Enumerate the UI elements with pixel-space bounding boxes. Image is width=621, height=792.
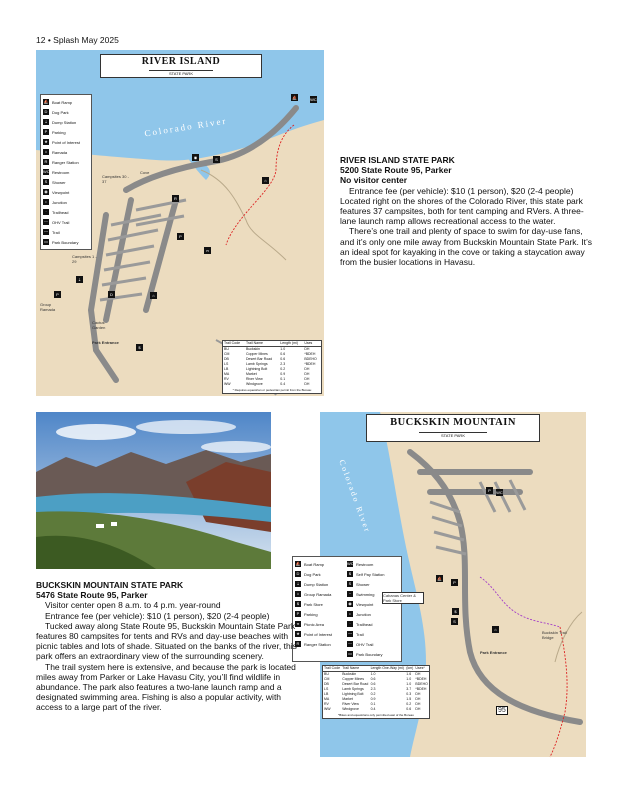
table-cell: 0.9	[280, 372, 286, 376]
legend-label: Trail	[52, 229, 60, 235]
legend-label: Parking	[304, 611, 318, 617]
map1-parking-marker-2: P	[54, 291, 61, 298]
river-island-map	[36, 50, 324, 396]
map1-ramada-marker-2: ⌂	[150, 292, 157, 299]
map1-campsites-1-29: Campsites 1 - 29	[72, 254, 97, 264]
article1-visitor-center: No visitor center	[340, 175, 408, 186]
legend-label: Park Store	[304, 601, 323, 607]
map1-dump-marker: ⇣	[77, 277, 82, 282]
table-cell: MA	[224, 372, 230, 376]
legend-item	[347, 639, 399, 649]
table-cell: 0.6	[370, 682, 376, 686]
map1-river-label: Colorado River	[143, 115, 229, 139]
map2-subtitle: STATE PARK	[419, 432, 488, 438]
table-cell: DH	[304, 347, 310, 351]
table-cell: CM	[224, 352, 230, 356]
dog-park-icon: D	[44, 109, 48, 114]
table-cell: 0.6	[406, 707, 412, 711]
legend-label: Boat Ramp	[304, 561, 325, 567]
table-cell: 0.6	[280, 352, 286, 356]
legend-label: Boat Ramp	[52, 99, 73, 105]
table-cell: DH	[304, 377, 310, 381]
article1-para1: Entrance fee (per vehicle): $10 (1 person), $20 (2-4 people) Located right on the shores of the Colorado River, this state park features 37 campsites, both for tent camping and RVers. A three-lane launch ramp allows recreational access to the water.	[340, 185, 584, 227]
map2-boat-ramp-marker: ⛵	[437, 576, 442, 581]
dog-park-icon: D	[296, 571, 300, 576]
legend-label: Self Pay Station	[356, 571, 385, 577]
table-cell: Desert Bar Road	[342, 682, 369, 686]
table-cell: DB	[224, 357, 229, 361]
park-boundary-icon: ▭	[348, 651, 352, 656]
map1-legend	[40, 94, 92, 250]
table-cell: 0.9	[370, 697, 376, 701]
trail-icon: ⁓	[44, 229, 48, 234]
legend-label: Park Boundary	[356, 651, 383, 657]
map1-ramada-marker: ⌂	[262, 177, 269, 184]
table-cell: BU	[224, 347, 229, 351]
legend-item	[295, 559, 347, 569]
table-cell: BDEHO	[415, 682, 428, 686]
map1-restroom-marker: WC	[310, 97, 317, 102]
legend-label: Dog Park	[304, 571, 321, 577]
table-cell: Desert Bar Road	[246, 357, 273, 361]
table-header-cell: Trail Code	[223, 341, 245, 347]
table-cell: Lightning Bolt	[342, 692, 364, 696]
legend-label: Shower	[52, 179, 66, 185]
ranger-station-icon: R	[296, 641, 300, 646]
legend-label: Shower	[356, 581, 370, 587]
legend-item	[43, 97, 89, 107]
table-cell: 0.4	[370, 707, 376, 711]
legend-label: Swimming	[356, 591, 375, 597]
map2-shower-marker: S	[451, 618, 458, 625]
table-cell: Windgrove	[342, 707, 359, 711]
parking-icon: P	[44, 129, 48, 134]
table-cell: DH	[415, 692, 421, 696]
table-cell: LB	[324, 692, 329, 696]
table-cell: Lamb Springs	[246, 362, 268, 366]
table-cell: Copper Mines	[246, 352, 268, 356]
article2-address: 5476 State Route 95, Parker	[36, 590, 148, 601]
map2-parking-marker: P	[486, 487, 493, 494]
map1-campsites-30-37: Campsites 30 - 37	[102, 174, 129, 184]
legend-item	[43, 137, 89, 147]
table-cell: 1.6	[406, 672, 412, 676]
legend-label: Junction	[356, 611, 371, 617]
trail-icon: ⁓	[348, 631, 352, 636]
table-cell: 0.2	[280, 367, 286, 371]
legend-item	[43, 107, 89, 117]
legend-label: Trailhead	[356, 621, 373, 627]
legend-item	[43, 217, 89, 227]
table-cell: River View	[342, 702, 359, 706]
table-cell: RV	[224, 377, 229, 381]
legend-label: Ranger Station	[52, 159, 79, 165]
table-cell: 3.7	[406, 687, 412, 691]
legend-label: Ramada	[52, 149, 68, 155]
article1-address: 5200 State Route 95, Parker	[340, 165, 452, 176]
map1-subtitle: STATE PARK	[149, 70, 213, 76]
legend-item	[43, 227, 89, 237]
legend-label: Group Ramada	[304, 591, 332, 597]
legend-label: Junction	[52, 199, 67, 205]
table-cell: 0.3	[406, 692, 412, 696]
legend-label: Trail	[356, 631, 364, 637]
ohv-trail-icon: 〰	[348, 641, 352, 646]
legend-item	[347, 649, 399, 659]
table-cell: River View	[246, 377, 263, 381]
legend-label: Dog Park	[52, 109, 69, 115]
map1-shower-marker: S	[213, 156, 220, 163]
table-cell: Market	[342, 697, 353, 701]
viewpoint-icon: ◉	[44, 189, 48, 194]
table-cell: BU	[324, 672, 329, 676]
article2-hours: Visitor center open 8 a.m. to 4 p.m. year-round	[45, 600, 221, 611]
table-cell: 1.0	[406, 682, 412, 686]
legend-label: Trailhead	[52, 209, 69, 215]
table-header-cell: Length One-Way (mi)	[370, 666, 404, 670]
table-cell: WW	[324, 707, 331, 711]
shower-icon: S	[348, 581, 352, 586]
dump-station-icon: ⇣	[296, 581, 300, 586]
table-cell: 0.1	[370, 702, 376, 706]
map1-parking-marker: P	[177, 233, 184, 240]
table-cell: DH	[304, 367, 310, 371]
legend-label: Ranger Station	[304, 641, 331, 647]
map1-cove: Cove	[140, 170, 150, 175]
junction-icon: •	[347, 611, 353, 617]
buckskin-article	[36, 580, 304, 713]
table-cell: *BDEH	[304, 362, 316, 366]
map1-viewpoint-marker: ◉	[193, 155, 198, 160]
legend-label: Dump Station	[52, 119, 77, 125]
map2-ramada-marker: ⌂	[492, 626, 499, 633]
legend-label: Park Boundary	[52, 239, 79, 245]
map2-trail-note: *Bikes and equestrians only permitted east of the Bureau	[338, 713, 414, 717]
table-cell: Buckskin	[246, 347, 261, 351]
table-cell: BDEHO	[304, 357, 317, 361]
legend-label: Point of Interest	[52, 139, 81, 145]
legend-label: Picnic Area	[304, 621, 325, 627]
map2-store-marker: $	[452, 608, 459, 615]
map2-river-label: Colorado River	[337, 458, 373, 535]
table-cell: *BDEH	[304, 352, 316, 356]
map1-dog-park-marker: D	[108, 291, 115, 298]
legend-item	[347, 579, 399, 589]
table-header-row	[323, 666, 429, 672]
map2-trail-table	[322, 665, 430, 719]
table-header-cell: Trail Name	[341, 666, 369, 672]
map2-legend	[292, 556, 402, 662]
table-cell: Copper Mines	[342, 677, 364, 681]
legend-item	[43, 207, 89, 217]
map2-parking-marker-2: P	[451, 579, 458, 586]
park-boundary-icon: ▭	[44, 239, 48, 244]
legend-label: Point of Interest	[304, 631, 333, 637]
table-cell: Buckskin	[342, 672, 357, 676]
legend-label: Parking	[52, 129, 66, 135]
table-cell: 1.0	[370, 672, 376, 676]
table-cell: LS	[324, 687, 329, 691]
map2-legend-right	[347, 559, 399, 659]
article2-fee: Entrance fee (per vehicle): $10 (1 person), $20 (2-4 people)	[45, 610, 270, 621]
table-cell: 0.6	[280, 357, 286, 361]
map1-ranger-marker: R	[172, 195, 179, 202]
park-store-icon: $	[296, 601, 300, 606]
table-cell: DB	[324, 682, 329, 686]
map1-title-box	[100, 54, 262, 78]
table-cell: Windgrove	[246, 382, 263, 386]
map1-title: RIVER ISLAND	[141, 56, 221, 67]
legend-label: OHV Trail	[356, 641, 374, 647]
legend-item	[347, 559, 399, 569]
junction-icon: •	[43, 199, 49, 205]
table-cell: 0.1	[280, 377, 286, 381]
map2-store-label: Cabanas Center & Park Store	[382, 592, 424, 604]
legend-label: Restroom	[356, 561, 374, 567]
table-cell: MA	[324, 697, 330, 701]
table-cell: LS	[224, 362, 229, 366]
table-header-cell: Length (mi)	[279, 341, 303, 347]
swimming-icon: ~	[348, 591, 352, 596]
table-cell: LB	[224, 367, 229, 371]
ramada-icon: ⌂	[44, 149, 48, 154]
table-cell: *BDEH	[415, 687, 427, 691]
legend-item	[295, 569, 347, 579]
table-cell: DH	[304, 382, 310, 386]
table-cell: *BDEH	[415, 677, 427, 681]
table-header-cell: Trail Code	[324, 666, 341, 670]
trailhead-icon: ·	[43, 209, 49, 215]
table-cell: 0.6	[370, 677, 376, 681]
table-cell: DH	[304, 372, 310, 376]
table-cell: WW	[224, 382, 231, 386]
table-cell: DH	[415, 702, 421, 706]
legend-label: OHV Trail	[52, 219, 70, 225]
article2-para1: Tucked away along State Route 95, Buckskin Mountain State Park features 80 campsites for tents and RVs and day-use beaches with picnic tables and lots of shade. Situated on the banks of the river, this park offers an extraordinary view of the surrounding scenery.	[36, 620, 297, 662]
legend-item	[347, 629, 399, 639]
map1-trail-note: * Requires equestrian or pedestrian permit from the Bureau	[232, 388, 312, 392]
table-header-cell: Trail Name	[245, 341, 279, 347]
table-cell: 1.0	[406, 677, 412, 681]
group-ramada-icon: ⌂	[296, 591, 300, 596]
map1-cactus-garden: Cactus Garden	[92, 320, 106, 330]
map2-title: BUCKSKIN MOUNTAIN	[390, 417, 516, 428]
river-island-article	[340, 155, 592, 267]
legend-item	[347, 609, 399, 619]
table-cell: 0.2	[406, 702, 412, 706]
route-95-shield: 95	[498, 707, 506, 714]
table-cell: 0.4	[280, 382, 286, 386]
article2-title: BUCKSKIN MOUNTAIN STATE PARK	[36, 580, 184, 590]
self-pay-station-icon: $	[348, 571, 352, 576]
legend-item	[43, 147, 89, 157]
table-cell: Lamb Springs	[342, 687, 364, 691]
dump-station-icon: ⇣	[44, 119, 48, 124]
map2-park-entrance: Park Entrance	[480, 650, 507, 655]
map1-group-ramada: Group Ramada	[40, 302, 56, 312]
table-header-cell: (km)	[406, 666, 414, 670]
legend-item	[43, 157, 89, 167]
table-cell: DH	[415, 672, 421, 676]
map2-restroom-marker: WC	[496, 490, 503, 495]
table-cell: 1.5	[406, 697, 412, 701]
boat-ramp-icon: ⛵	[43, 99, 49, 104]
legend-label: Dump Station	[304, 581, 329, 587]
boat-ramp-icon: ⛵	[295, 561, 301, 566]
buckskin-mountain-map	[295, 412, 586, 757]
table-cell: 2.3	[280, 362, 286, 366]
trailhead-icon: ·	[347, 621, 353, 627]
legend-label: Viewpoint	[52, 189, 70, 195]
map1-boat-ramp-marker: ⛵	[292, 95, 297, 100]
shower-icon: S	[44, 179, 48, 184]
point-of-interest-icon: ★	[296, 631, 300, 636]
table-cell: DH	[415, 707, 421, 711]
viewpoint-icon: ◉	[348, 601, 352, 606]
legend-item	[43, 237, 89, 247]
table-cell: 1.0	[280, 347, 286, 351]
table-header-cell: Uses	[303, 341, 321, 347]
restroom-icon: WC	[43, 169, 50, 174]
buckskin-river-photo	[36, 412, 271, 569]
legend-item	[43, 117, 89, 127]
restroom-icon: WC	[347, 561, 354, 566]
table-cell: Lightning Bolt	[246, 367, 268, 371]
map1-park-entrance: Park Entrance	[92, 340, 119, 345]
ohv-trail-icon: 〰	[44, 219, 48, 224]
table-cell: Market	[246, 372, 257, 376]
ranger-station-icon: R	[44, 159, 48, 164]
table-cell: 0.2	[370, 692, 376, 696]
article2-para2: The trail system here is extensive, and because the park is located miles away from Parker or Lake Havasu City, you’ll find wildlife in abundance. The park also features a two-lane launch ramp and a designated swimming area. Fishing is also a popular activity, with access to a large part of the river.	[36, 661, 296, 713]
legend-item	[43, 177, 89, 187]
legend-item	[43, 127, 89, 137]
legend-label: Restroom	[52, 169, 70, 175]
article1-para2: There’s one trail and plenty of space to swim for day-use fans, and it’s only one mile away from Buckskin Mountain State Park. It’s an ideal spot for kayaking in the cove or taking a staycation away from the busier locations in Havasu.	[340, 226, 592, 268]
table-cell: CM	[324, 677, 330, 681]
legend-item	[347, 569, 399, 579]
point-of-interest-icon: ★	[44, 139, 48, 144]
legend-item	[347, 619, 399, 629]
legend-item	[43, 187, 89, 197]
legend-label: Viewpoint	[356, 601, 374, 607]
table-header-cell: Uses*	[414, 666, 429, 672]
article1-title: RIVER ISLAND STATE PARK	[340, 155, 455, 165]
table-cell: DH	[415, 697, 421, 701]
map2-title-box	[366, 414, 540, 442]
map2-trail-bridge: Buckskin Trail Bridge	[542, 630, 567, 640]
parking-icon: P	[296, 611, 300, 616]
legend-item	[43, 167, 89, 177]
map1-picnic-marker: π	[204, 247, 211, 254]
map1-trail-table	[222, 340, 322, 394]
map1-self-pay-marker: $	[136, 344, 143, 351]
legend-item	[43, 197, 89, 207]
table-cell: 2.3	[370, 687, 376, 691]
picnic-area-icon: π	[296, 621, 300, 626]
page-header: 12 • Splash May 2025	[36, 35, 119, 45]
table-cell: RV	[324, 702, 329, 706]
